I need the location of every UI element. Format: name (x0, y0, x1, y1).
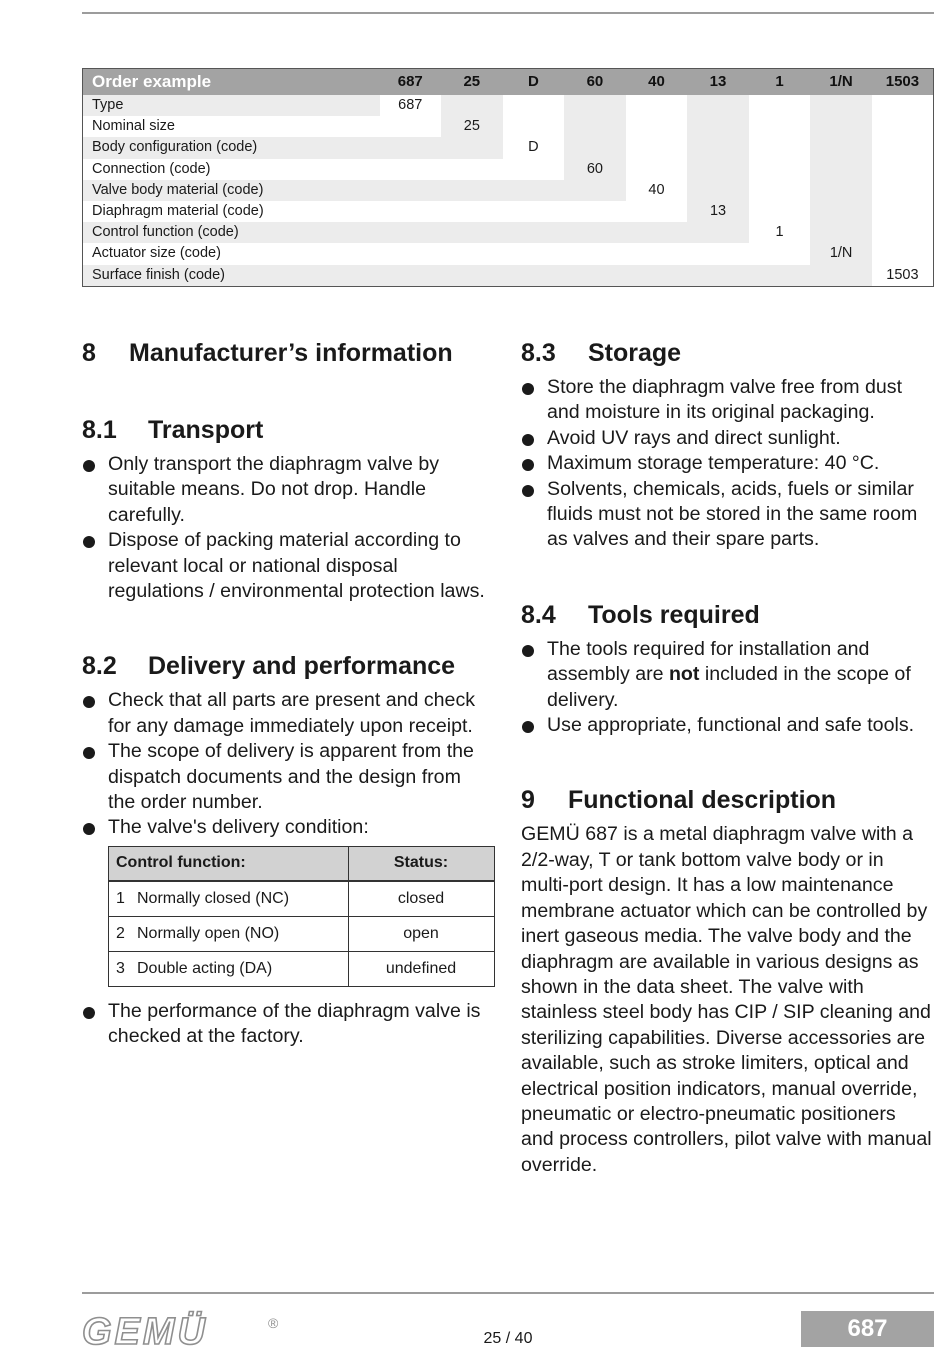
order-empty-cell (564, 137, 626, 158)
table-row (83, 180, 934, 201)
emphasis-text: not (668, 663, 700, 686)
order-empty-cell (503, 116, 565, 137)
section-number: 8.1 (82, 416, 117, 444)
product-number-badge: 687 (801, 1311, 934, 1347)
list-item-text: Only transport the diaphragm valve by suitable means. Do not drop. Handle carefully. (108, 453, 440, 526)
bullet-icon (522, 383, 534, 395)
order-empty-cell (626, 222, 688, 243)
order-row-label: Valve body material (code) (83, 180, 380, 201)
order-empty-cell (749, 243, 811, 264)
section-9-heading (521, 785, 933, 815)
order-code: 60 (564, 69, 626, 96)
order-empty-cell (626, 201, 688, 222)
order-empty-cell (687, 137, 749, 158)
order-row-value: 40 (626, 180, 688, 201)
order-empty-cell (872, 180, 934, 201)
table-row (83, 201, 934, 222)
bullet-icon (522, 645, 534, 657)
order-empty-cell (749, 201, 811, 222)
order-empty-cell (441, 265, 503, 287)
order-row-value: 687 (380, 95, 442, 116)
control-function-cell (109, 916, 349, 951)
order-empty-cell (380, 159, 442, 180)
section-title: Tools required (588, 600, 760, 629)
order-empty-cell (872, 201, 934, 222)
order-empty-cell (687, 159, 749, 180)
order-empty-cell (749, 137, 811, 158)
page-number: 25 / 40 (483, 1330, 533, 1347)
list-item-text: The tools required for installation and assembly are (547, 637, 870, 686)
row-number: 1 (116, 889, 125, 907)
order-row-value: 1 (749, 222, 811, 243)
status-cell: undefined (349, 951, 495, 986)
order-empty-cell (749, 180, 811, 201)
list-item-text: Dispose of packing material according to relevant local or national disposal regulations / environmental protection laws. (108, 529, 485, 603)
footer-rule (82, 1292, 934, 1294)
order-empty-cell (564, 201, 626, 222)
order-row-value: D (503, 137, 565, 158)
section-8-3-heading (521, 338, 933, 368)
order-example-table (82, 68, 934, 287)
order-row-value: 13 (687, 201, 749, 222)
order-empty-cell (872, 222, 934, 243)
list-item (82, 688, 492, 739)
function-name: Normally closed (NC) (137, 889, 290, 907)
control-function-cell (109, 881, 349, 917)
bullet-icon (522, 434, 534, 446)
order-empty-cell (626, 159, 688, 180)
order-empty-cell (872, 243, 934, 264)
order-empty-cell (441, 180, 503, 201)
list-item-text: Maximum storage temperature: 40 °C. (547, 452, 880, 475)
order-empty-cell (810, 222, 872, 243)
section-8-2-heading (82, 651, 492, 681)
order-empty-cell (380, 180, 442, 201)
order-empty-cell (564, 222, 626, 243)
order-row-value: 1503 (872, 265, 934, 287)
section-title: Manufacturer’s information (129, 339, 453, 367)
order-empty-cell (503, 243, 565, 264)
list-item-text: included in the scope of delivery. (547, 663, 911, 711)
order-code: 25 (441, 69, 503, 96)
list-item (521, 426, 933, 451)
order-empty-cell (503, 222, 565, 243)
order-empty-cell (810, 95, 872, 116)
table-row (109, 951, 495, 986)
order-empty-cell (380, 265, 442, 287)
order-empty-cell (687, 180, 749, 201)
list-item (82, 815, 492, 840)
section-title: Storage (588, 339, 682, 367)
order-code: 1503 (872, 69, 934, 96)
order-empty-cell (872, 137, 934, 158)
delivery-condition-table (108, 846, 495, 987)
order-empty-cell (872, 95, 934, 116)
section-title: Functional description (568, 786, 837, 815)
order-empty-cell (441, 137, 503, 158)
order-code: 13 (687, 69, 749, 96)
list-item-text: Use appropriate, functional and safe tools. (547, 714, 915, 737)
order-empty-cell (503, 180, 565, 201)
order-row-value: 60 (564, 159, 626, 180)
order-empty-cell (687, 222, 749, 243)
order-empty-cell (687, 243, 749, 264)
section-number: 8.3 (521, 339, 556, 367)
right-column (521, 338, 933, 1178)
order-empty-cell (872, 116, 934, 137)
order-empty-cell (810, 180, 872, 201)
section-8-heading (82, 338, 492, 368)
status-cell: closed (349, 881, 495, 917)
transport-list (82, 452, 492, 604)
order-row-label: Body configuration (code) (83, 137, 380, 158)
order-empty-cell (564, 265, 626, 287)
order-empty-cell (380, 201, 442, 222)
order-row-label: Connection (code) (83, 159, 380, 180)
control-function-header: Control function: (109, 846, 349, 881)
section-number: 9 (521, 786, 535, 815)
order-empty-cell (441, 222, 503, 243)
list-item-text: The performance of the diaphragm valve is checked at the factory. (108, 999, 481, 1048)
bullet-icon (83, 696, 95, 708)
order-code: D (503, 69, 565, 96)
control-function-cell (109, 951, 349, 986)
order-row-label: Diaphragm material (code) (83, 201, 380, 222)
list-item (82, 452, 492, 528)
order-empty-cell (687, 116, 749, 137)
order-empty-cell (441, 95, 503, 116)
row-number: 2 (116, 924, 125, 942)
table-row (109, 916, 495, 951)
table-row (83, 265, 934, 287)
section-number: 8 (82, 339, 96, 367)
table-row (83, 222, 934, 243)
list-item (521, 477, 933, 553)
function-name: Double acting (DA) (137, 959, 273, 977)
row-number: 3 (116, 959, 125, 977)
order-empty-cell (687, 95, 749, 116)
tools-list (521, 637, 933, 739)
bullet-icon (522, 721, 534, 733)
section-8-4-heading (521, 600, 933, 630)
order-empty-cell (626, 265, 688, 287)
order-row-value: 25 (441, 116, 503, 137)
order-empty-cell (441, 243, 503, 264)
registered-mark: ® (268, 1315, 279, 1331)
bullet-icon (83, 1007, 95, 1019)
order-empty-cell (749, 159, 811, 180)
order-empty-cell (810, 116, 872, 137)
order-empty-cell (810, 265, 872, 287)
function-name: Normally open (NO) (137, 924, 280, 942)
header-rule (82, 12, 934, 14)
list-item (521, 375, 933, 426)
order-empty-cell (626, 116, 688, 137)
order-empty-cell (810, 137, 872, 158)
list-item-text: Store the diaphragm valve free from dust and moisture in its original packaging. (547, 376, 903, 424)
order-code: 1/N (810, 69, 872, 96)
order-row-value: 1/N (810, 243, 872, 264)
order-row-label: Actuator size (code) (83, 243, 380, 264)
table-row (109, 881, 495, 917)
order-empty-cell (872, 159, 934, 180)
order-empty-cell (564, 243, 626, 264)
order-code: 1 (749, 69, 811, 96)
order-empty-cell (749, 116, 811, 137)
bullet-icon (522, 459, 534, 471)
order-empty-cell (503, 265, 565, 287)
order-empty-cell (380, 137, 442, 158)
section-title: Delivery and performance (148, 652, 456, 681)
order-empty-cell (441, 201, 503, 222)
order-empty-cell (626, 137, 688, 158)
order-empty-cell (749, 95, 811, 116)
order-empty-cell (810, 201, 872, 222)
section-title: Transport (148, 416, 264, 444)
table-row (83, 243, 934, 264)
functional-description-text: GEMÜ 687 is a metal diaphragm valve with a 2/2-way, T or tank bottom valve body or in multi-port design. It has a low maintenance membrane actuator which can be controlled by inert gaseous media. The valve body and the diaphragm are available in various designs as shown in the data sheet. The valve with stainless steel body has CIP / SIP cleaning and sterilizing capabilities. Diverse accessories are available, such as stroke limiters, optical and electrical position indicators, manual override, pneumatic or electro-pneumatic positioners and process controllers, pilot valve with manual override. (521, 823, 932, 1176)
order-empty-cell (564, 180, 626, 201)
list-item-text: Solvents, chemicals, acids, fuels or similar fluids must not be stored in the same room as valves and their spare parts. (547, 477, 918, 551)
bullet-icon (83, 536, 95, 548)
table-row (83, 159, 934, 180)
logo-text: GEMÜ (82, 1311, 208, 1352)
list-item (521, 637, 933, 713)
section-number: 8.4 (521, 600, 556, 629)
order-empty-cell (441, 159, 503, 180)
order-row-label: Type (83, 95, 380, 116)
order-empty-cell (626, 243, 688, 264)
status-header: Status: (349, 846, 495, 881)
order-empty-cell (503, 95, 565, 116)
order-empty-cell (503, 201, 565, 222)
order-table-body (83, 95, 934, 286)
table-header-row (109, 846, 495, 881)
table-row (83, 95, 934, 116)
bullet-icon (83, 747, 95, 759)
order-row-label: Nominal size (83, 116, 380, 137)
gemu-logo (82, 1308, 282, 1352)
list-item (521, 451, 933, 476)
order-empty-cell (749, 265, 811, 287)
table-row (83, 137, 934, 158)
order-code: 40 (626, 69, 688, 96)
order-empty-cell (380, 222, 442, 243)
list-item (82, 739, 492, 815)
order-empty-cell (810, 159, 872, 180)
section-8-1-heading (82, 415, 492, 445)
order-row-label: Surface finish (code) (83, 265, 380, 287)
list-item-text: Avoid UV rays and direct sunlight. (547, 426, 841, 449)
bullet-icon (83, 460, 95, 472)
list-item (521, 713, 933, 738)
order-empty-cell (564, 95, 626, 116)
storage-list (521, 375, 933, 553)
order-empty-cell (380, 116, 442, 137)
list-item-text: Check that all parts are present and check for any damage immediately upon receipt. (108, 689, 476, 737)
order-empty-cell (564, 116, 626, 137)
order-empty-cell (380, 243, 442, 264)
order-table-header (83, 69, 934, 96)
section-number: 8.2 (82, 652, 117, 681)
left-column (82, 338, 492, 1050)
order-example-title: Order example (83, 69, 380, 96)
order-code: 687 (380, 69, 442, 96)
bullet-icon (83, 823, 95, 835)
order-empty-cell (503, 159, 565, 180)
bullet-icon (522, 485, 534, 497)
order-empty-cell (626, 95, 688, 116)
list-item-text: The valve's delivery condition: (108, 816, 369, 839)
list-item (82, 528, 492, 604)
delivery-list (82, 688, 492, 840)
order-empty-cell (687, 265, 749, 287)
order-row-label: Control function (code) (83, 222, 380, 243)
list-item-text: The scope of delivery is apparent from the dispatch documents and the design from the order number. (108, 740, 474, 814)
status-cell: open (349, 916, 495, 951)
performance-list (82, 999, 492, 1050)
list-item (82, 999, 492, 1050)
table-row (83, 116, 934, 137)
